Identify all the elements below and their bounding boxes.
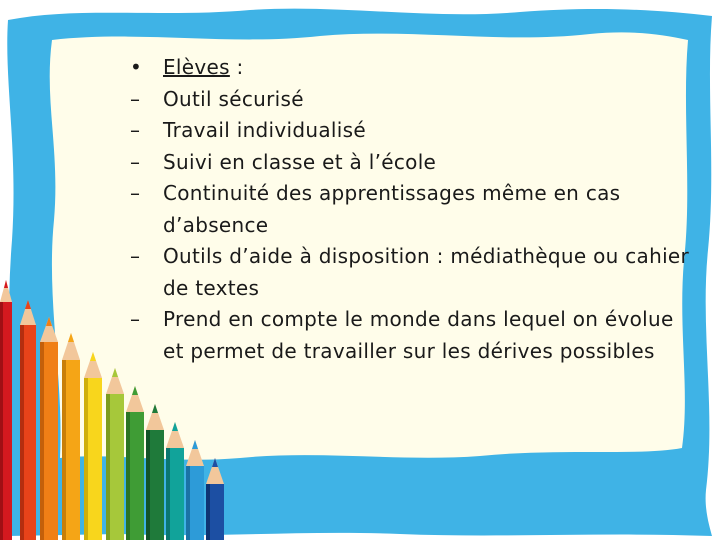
list-item-text: Continuité des apprentissages même en cas d’absence [163,181,621,237]
dash-marker: – [130,181,141,205]
list-item-text: Outils d’aide à disposition : médiathèque ou cahier de textes [163,244,690,300]
list-item [130,115,690,147]
dash-marker: – [130,244,141,268]
list-item-text: Travail individualisé [163,118,366,142]
dash-marker: – [130,307,141,331]
heading-row [130,52,690,84]
heading-label: Elèves [163,55,230,79]
list-item [130,84,690,116]
dash-marker: – [130,118,141,142]
list-item-text: Outil sécurisé [163,86,304,111]
heading-colon: : [229,55,244,79]
dash-marker: – [130,149,141,174]
list-item [130,147,690,179]
slide-content [130,52,690,367]
list-item [130,241,690,304]
heading-text [163,52,690,84]
dash-marker: – [130,86,141,111]
list-item [130,304,690,367]
list-item-text: Prend en compte le monde dans lequel on évolue et permet de travailler sur les dérives possibles [163,307,674,363]
bullet-marker: • [130,55,143,79]
list-item-text: Suivi en classe et à l’école [163,149,437,174]
list-item [130,178,690,241]
